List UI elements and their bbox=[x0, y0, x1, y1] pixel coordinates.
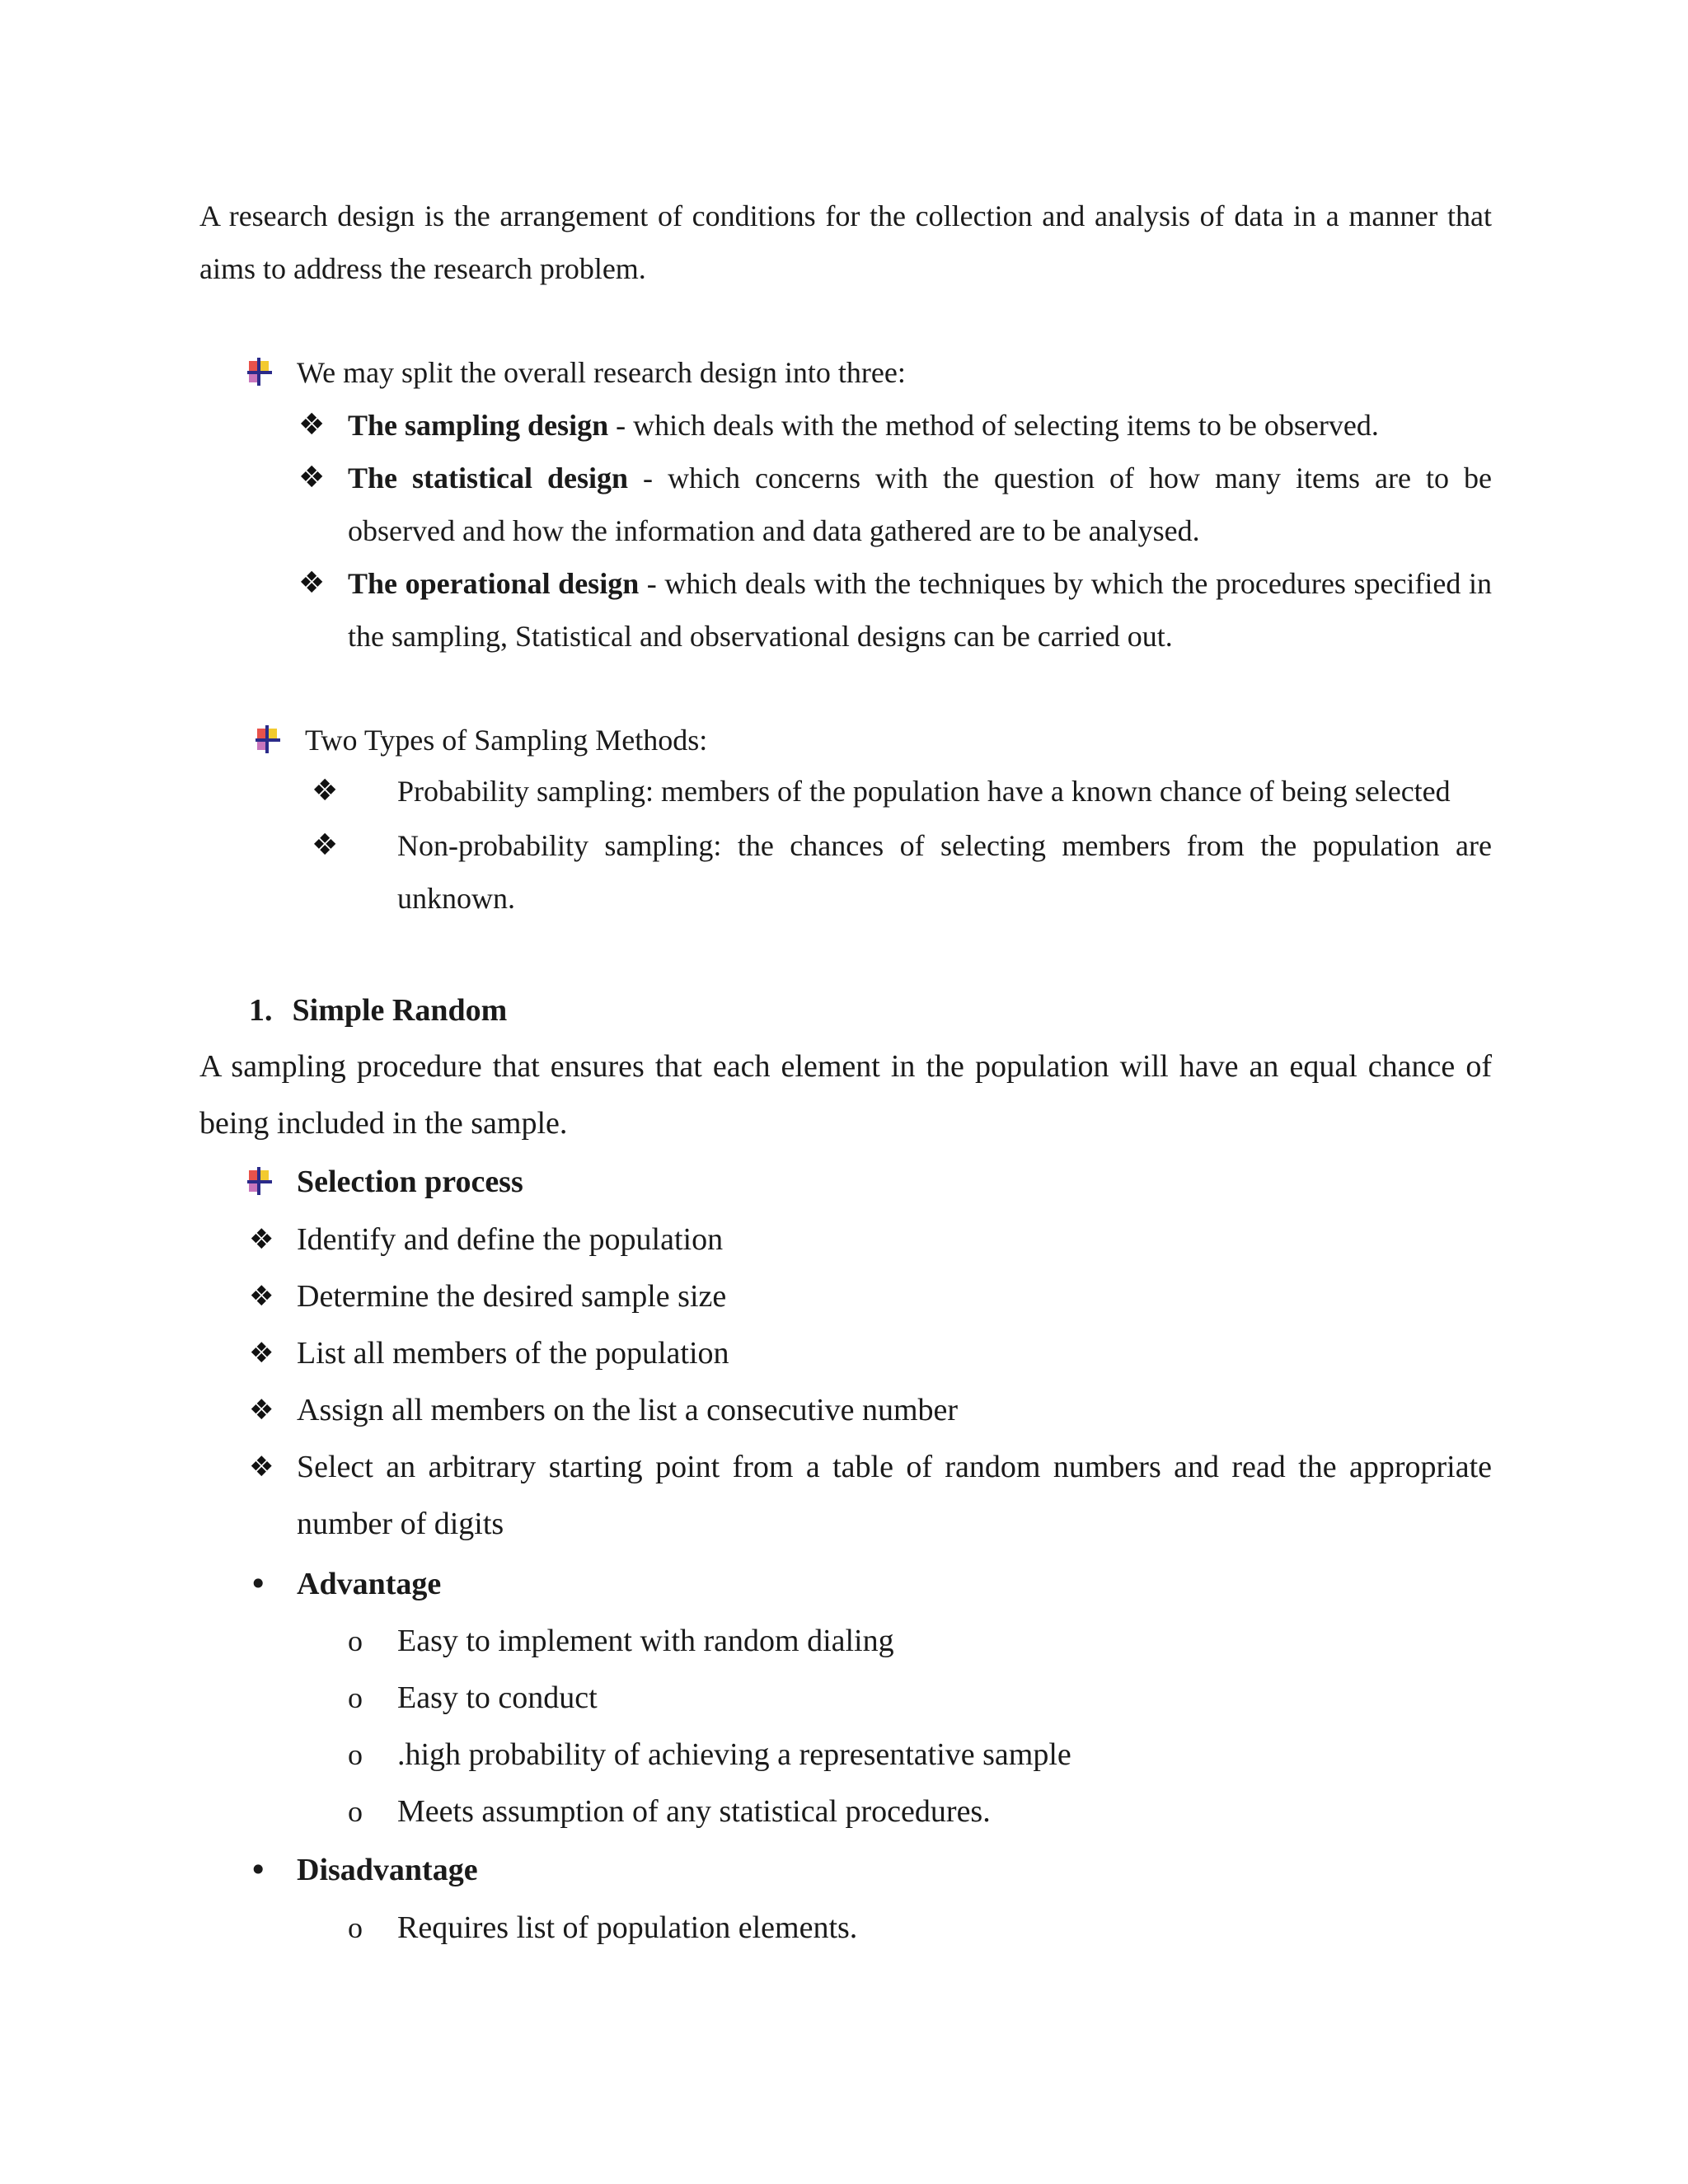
advantage-item bbox=[348, 1613, 894, 1670]
step-text: Select an arbitrary starting point from a table of random numbers and read the appropriate number of digits bbox=[297, 1450, 1492, 1541]
split-term: The sampling design bbox=[348, 409, 609, 442]
split-item-statistical bbox=[298, 452, 1492, 557]
step-text: Determine the desired sample size bbox=[297, 1279, 727, 1314]
disadvantage-title: Disadvantage bbox=[297, 1853, 478, 1887]
diamond-bullet-icon: ❖ bbox=[298, 566, 326, 600]
split-desc: - which deals with the method of selecting items to be observed. bbox=[608, 409, 1379, 442]
disadvantage-title-row bbox=[249, 1842, 478, 1899]
diamond-bullet-icon: ❖ bbox=[312, 774, 339, 808]
diamond-bullet-icon: ❖ bbox=[298, 408, 326, 442]
circle-bullet-icon: o bbox=[348, 1681, 363, 1714]
types-item-probability bbox=[312, 765, 1492, 818]
section-heading bbox=[249, 982, 507, 1039]
intro-paragraph bbox=[199, 190, 1492, 295]
advantage-text: .high probability of achieving a representative sample bbox=[397, 1737, 1071, 1772]
definition-text: A sampling procedure that ensures that each element in the population will have an equal chance of being included in the sample. bbox=[199, 1049, 1492, 1141]
advantage-title-row bbox=[249, 1556, 441, 1613]
split-desc: - which concerns with the question of how many items are to be observed and how the information and data gathered are to be analysed. bbox=[348, 462, 1492, 547]
step-text: List all members of the population bbox=[297, 1336, 729, 1371]
advantage-text: Easy to conduct bbox=[397, 1680, 598, 1715]
section-number: 1. bbox=[249, 993, 273, 1028]
split-item-operational bbox=[298, 557, 1492, 663]
diamond-bullet-icon: ❖ bbox=[249, 1337, 274, 1370]
step-item bbox=[249, 1268, 1492, 1325]
section-title: Simple Random bbox=[292, 993, 508, 1028]
types-item-nonprobability bbox=[312, 819, 1492, 925]
types-item-text: Probability sampling: members of the population have a known chance of being selected bbox=[397, 775, 1451, 808]
diamond-bullet-icon: ❖ bbox=[249, 1223, 274, 1256]
types-lead-row bbox=[254, 714, 707, 766]
split-term: The operational design bbox=[348, 567, 640, 600]
plus-bullet-icon bbox=[246, 1165, 274, 1198]
step-item bbox=[249, 1382, 1492, 1439]
advantage-item bbox=[348, 1783, 991, 1840]
circle-bullet-icon: o bbox=[348, 1795, 363, 1828]
diamond-bullet-icon: ❖ bbox=[298, 461, 326, 494]
advantage-text: Easy to implement with random dialing bbox=[397, 1624, 894, 1658]
types-item-text: Non-probability sampling: the chances of selecting members from the population are unknown. bbox=[397, 829, 1492, 915]
types-lead-text: Two Types of Sampling Methods: bbox=[305, 724, 708, 757]
selection-title-row bbox=[246, 1154, 523, 1211]
circle-bullet-icon: o bbox=[348, 1911, 363, 1944]
step-item bbox=[249, 1439, 1492, 1553]
advantage-item bbox=[348, 1727, 1071, 1783]
split-lead-text: We may split the overall research design into three: bbox=[297, 356, 906, 389]
intro-text: A research design is the arrangement of conditions for the collection and analysis of data in a manner that aims to address the research problem. bbox=[199, 199, 1492, 285]
circle-bullet-icon: o bbox=[348, 1624, 363, 1657]
advantage-title: Advantage bbox=[297, 1567, 442, 1601]
diamond-bullet-icon: ❖ bbox=[249, 1280, 274, 1313]
diamond-bullet-icon: ❖ bbox=[312, 828, 339, 862]
split-lead-row bbox=[246, 346, 906, 399]
split-item-sampling bbox=[298, 399, 1492, 452]
step-text: Identify and define the population bbox=[297, 1222, 724, 1257]
step-item bbox=[249, 1325, 1492, 1382]
round-bullet-icon: • bbox=[249, 1852, 268, 1888]
disadvantage-text: Requires list of population elements. bbox=[397, 1910, 858, 1945]
step-item bbox=[249, 1212, 1492, 1268]
advantage-item bbox=[348, 1670, 598, 1727]
round-bullet-icon: • bbox=[249, 1566, 268, 1602]
step-text: Assign all members on the list a consecutive number bbox=[297, 1393, 959, 1427]
plus-bullet-icon bbox=[246, 356, 274, 389]
selection-title: Selection process bbox=[297, 1165, 523, 1199]
circle-bullet-icon: o bbox=[348, 1738, 363, 1771]
plus-bullet-icon bbox=[254, 724, 282, 757]
advantage-text: Meets assumption of any statistical procedures. bbox=[397, 1794, 991, 1829]
diamond-bullet-icon: ❖ bbox=[249, 1394, 274, 1427]
split-term: The statistical design bbox=[348, 462, 629, 494]
split-desc: - which deals with the techniques by which the procedures specified in the sampling, Statistical and observational designs can be carried out. bbox=[348, 567, 1492, 653]
section-definition bbox=[199, 1038, 1492, 1152]
disadvantage-item bbox=[348, 1900, 857, 1957]
diamond-bullet-icon: ❖ bbox=[249, 1451, 274, 1483]
